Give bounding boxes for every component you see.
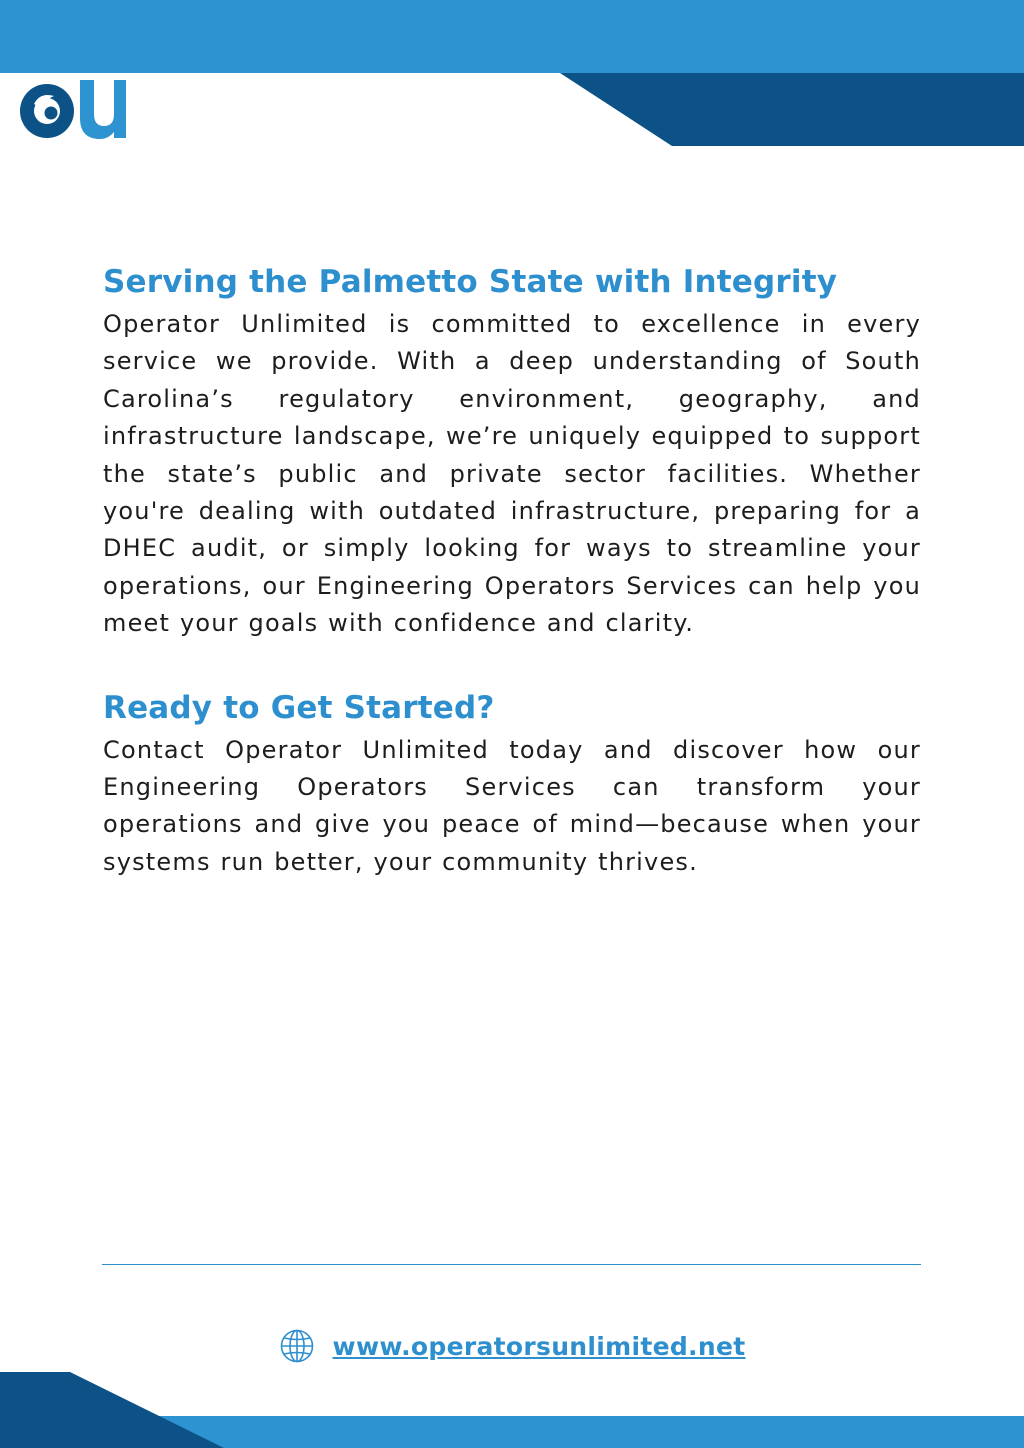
section-body: Operator Unlimited is committed to excellence in every service we provide. With a deep understanding of South Carolina’s regulatory environment, geography, and infrastructure landscape, we’re uniquely equipped to support the state’s public and private sector facilities. Whether you're dealing with outdated infrastructure, preparing for a DHEC audit, or simply looking for ways to streamline your operations, our Engineering Operators Services can help you meet your goals with confidence and clarity.: [103, 310, 921, 638]
section-integrity: [103, 262, 921, 643]
globe-icon: [279, 1328, 315, 1364]
section-heading: Serving the Palmetto State with Integrity: [103, 264, 838, 300]
main-content: [103, 262, 921, 881]
footer-band: [0, 1366, 1024, 1448]
section-body: Contact Operator Unlimited today and discover how our Engineering Operators Services can transform your operations and give you peace of mind—because when your systems run better, your community thrives.: [103, 735, 921, 876]
header-dark-wedge: [0, 0, 1024, 150]
footer: [0, 1324, 1024, 1368]
section-get-started: [103, 688, 921, 882]
website-link[interactable]: www.operatorsunlimited.net: [332, 1331, 746, 1361]
footer-divider: [102, 1264, 921, 1265]
section-heading: Ready to Get Started?: [103, 689, 495, 726]
operators-unlimited-logo-icon: [14, 74, 130, 144]
